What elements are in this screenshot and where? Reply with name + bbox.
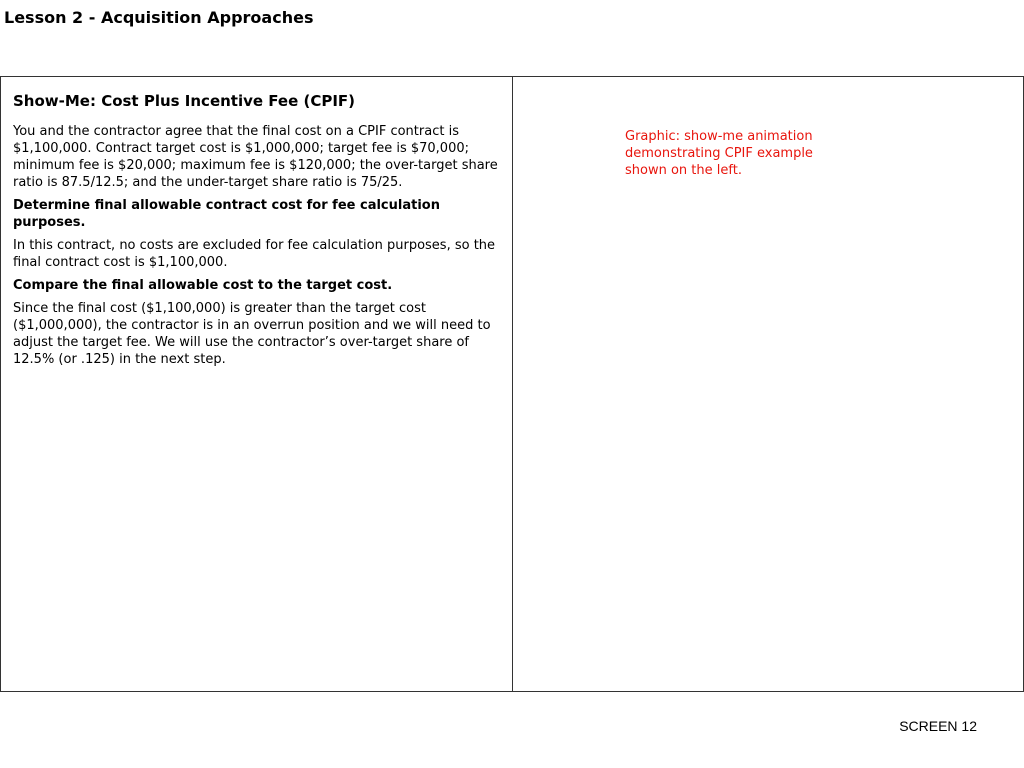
screen-number: SCREEN 12	[899, 718, 977, 734]
text-panel	[1, 77, 513, 691]
step-explanation-cost: In this contract, no costs are excluded for fee calculation purposes, so the final contract cost is $1,100,000.	[13, 238, 496, 270]
graphic-placeholder-note: Graphic: show-me animation demonstrating CPIF example shown on the left.	[625, 129, 813, 178]
scenario-paragraph: You and the contractor agree that the final cost on a CPIF contract is $1,100,000. Contract target cost is $1,000,000; target fee is $70,000; minimum fee is $20,000; maximum fee is $120,000; the over-target share ratio is 87.5/12.5; and the under-target share ratio is 75/25.	[13, 124, 498, 190]
section-heading: Show-Me: Cost Plus Incentive Fee (CPIF)	[13, 92, 356, 110]
step-heading-determine-cost: Determine final allowable contract cost for fee calculation purposes.	[13, 198, 440, 230]
content-table	[0, 76, 1024, 692]
lesson-title: Lesson 2 - Acquisition Approaches	[4, 8, 314, 27]
graphic-panel	[513, 77, 1023, 691]
step-heading-compare-cost: Compare the final allowable cost to the target cost.	[13, 278, 393, 293]
step-explanation-compare: Since the final cost ($1,100,000) is greater than the target cost ($1,000,000), the contractor is in an overrun position and we will need to adjust the target fee. We will use the contractor’s over-target share of 12.5% (or .125) in the next step.	[13, 301, 491, 367]
